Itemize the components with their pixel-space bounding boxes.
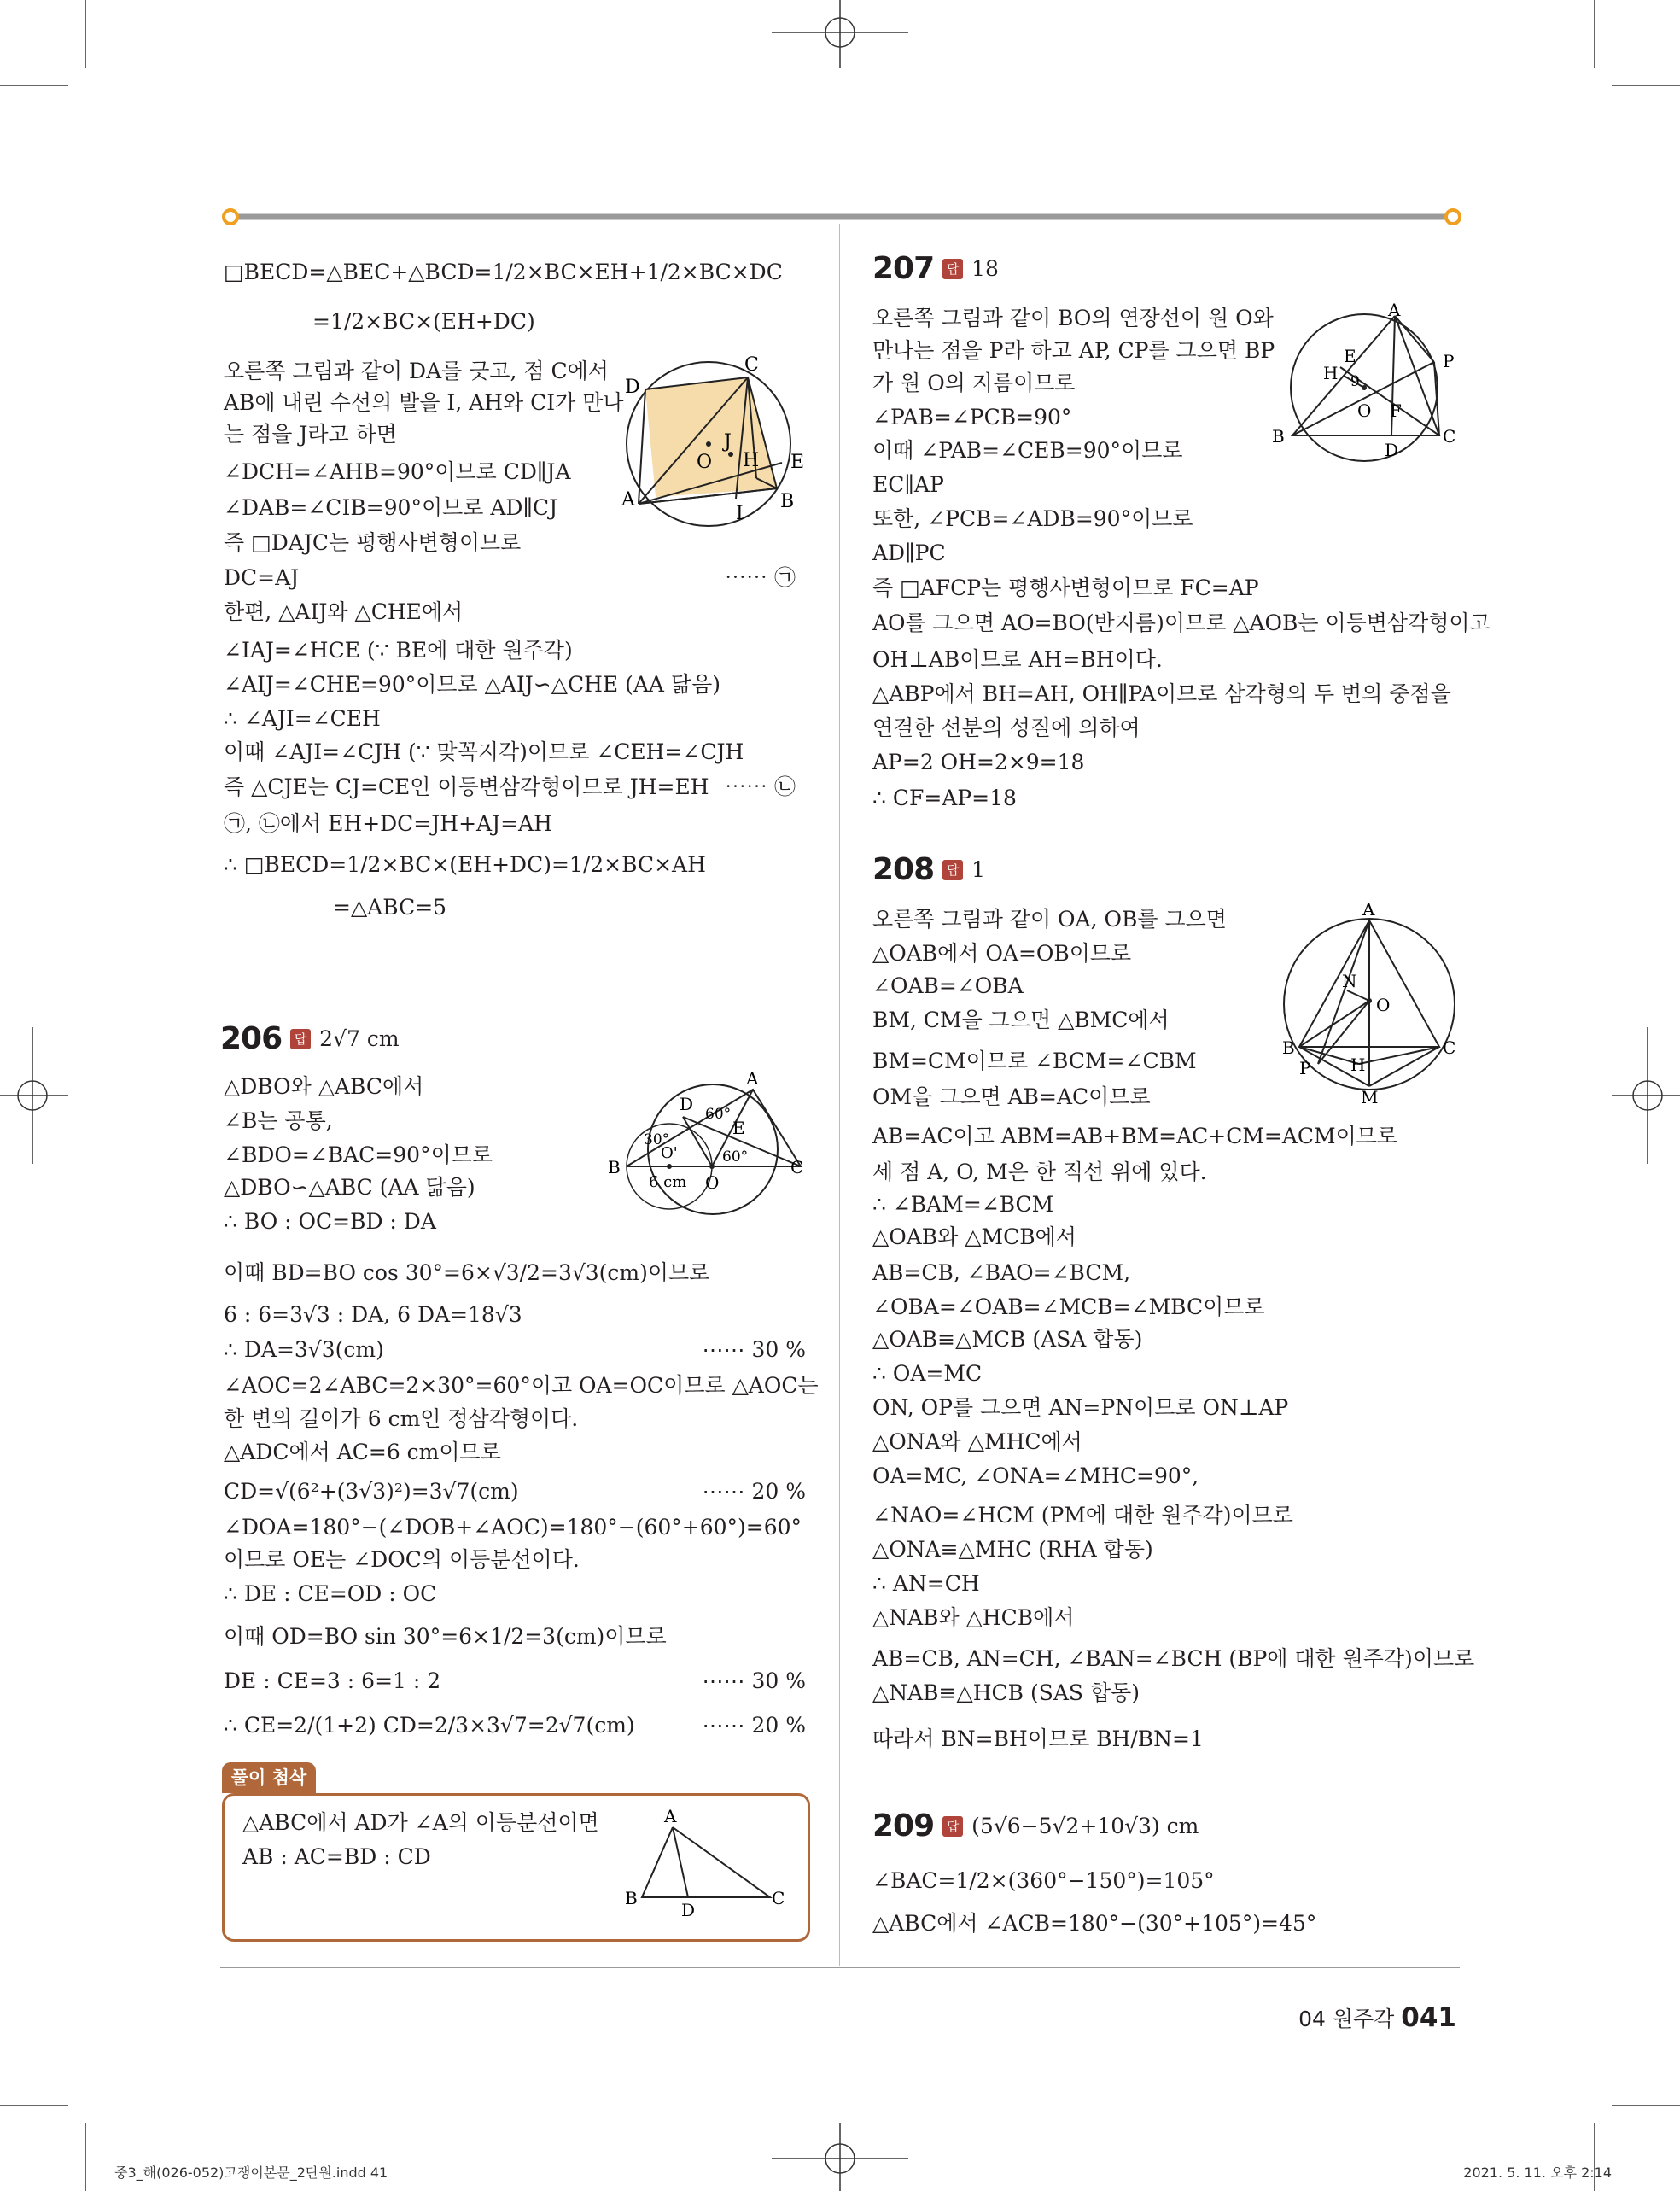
text-line: 이때 ∠PAB=∠CEB=90°이므로: [872, 438, 1183, 463]
line-mark: ⋯⋯ 30 %: [702, 1668, 806, 1693]
text-line: □BECD=△BEC+△BCD=1/2×BC×EH+1/2×BC×DC: [224, 260, 783, 284]
fig-label: C: [1443, 426, 1456, 447]
text-line: ∴ ∠BAM=∠BCM: [872, 1192, 1054, 1217]
fig-label: D: [681, 1900, 696, 1919]
fig-label: E: [1344, 346, 1356, 366]
line-text: ∴ DA=3√3(cm): [224, 1337, 384, 1362]
text-line: OH⊥AB이므로 AH=BH이다.: [872, 647, 1163, 672]
text-line: 6 : 6=3√3 : DA, 6 DA=18√3: [224, 1302, 522, 1327]
top-divider-bar: [220, 207, 1463, 227]
text-line: [224, 1711, 806, 1740]
note-figure: [620, 1808, 790, 1919]
line-text: CD=√(6²+(3√3)²)=3√7(cm): [224, 1479, 519, 1504]
fig-label: C: [1443, 1037, 1456, 1058]
text-line: △ONA와 △MHC에서: [872, 1429, 1082, 1454]
line-text: DE : CE=3 : 6=1 : 2: [224, 1668, 441, 1693]
line-text: 즉 △CJE는 CJ=CE인 이등변삼각형이므로 JH=EH: [224, 774, 709, 799]
fig-label: N: [1342, 971, 1357, 991]
fig-label: 9: [1350, 373, 1360, 390]
problem-number: 207: [872, 251, 935, 286]
text-line: AD∥PC: [872, 540, 946, 565]
text-line: 오른쪽 그림과 같이 OA, OB를 그으면: [872, 907, 1227, 932]
problem-207-header: [872, 251, 999, 286]
text-line: 는 점을 J라고 하면: [224, 422, 397, 447]
fig-label: 60°: [705, 1106, 732, 1123]
text-line: [224, 1477, 806, 1506]
fig-label: C: [744, 354, 759, 376]
text-line: △NAB와 △HCB에서: [872, 1605, 1075, 1630]
text-line: 즉 □AFCP는 평행사변형이므로 FC=AP: [872, 576, 1259, 600]
fig-label: O': [661, 1144, 678, 1162]
text-line: ∠BDO=∠BAC=90°이므로: [224, 1142, 493, 1167]
answer-value: (5√6−5√2+10√3) cm: [971, 1814, 1199, 1838]
fig-label: A: [621, 489, 635, 511]
fig-label: 30°: [644, 1131, 670, 1148]
line-mark: ⋯⋯ ㉡: [725, 774, 796, 799]
fig-label: A: [1362, 902, 1375, 920]
problem-209-header: [872, 1808, 1199, 1843]
text-line: ∴ AN=CH: [872, 1571, 980, 1596]
text-line: 오른쪽 그림과 같이 DA를 긋고, 점 C에서: [224, 359, 609, 383]
text-line: ∠AIJ=∠CHE=90°이므로 △AIJ∽△CHE (AA 닮음): [224, 672, 720, 697]
line-text: DC=AJ: [224, 565, 300, 590]
line-text: ∴ CE=2/(1+2) CD=2/3×3√7=2√7(cm): [224, 1713, 635, 1738]
text-line: 따라서 BN=BH이므로 BH/BN=1: [872, 1727, 1204, 1751]
text-line: 즉 □DAJC는 평행사변형이므로: [224, 530, 522, 555]
text-line: BM, CM을 그으면 △BMC에서: [872, 1008, 1170, 1032]
bottom-rule: [220, 1967, 1460, 1968]
fig-label: M: [1361, 1087, 1379, 1107]
text-line: ON, OP를 그으면 AN=PN이므로 ON⊥AP: [872, 1395, 1289, 1420]
page-number: 041: [1401, 2002, 1456, 2033]
answer-value: 2√7 cm: [319, 1026, 400, 1051]
text-line: △ABC에서 ∠ACB=180°−(30°+105°)=45°: [872, 1911, 1317, 1936]
text-line: 이때 ∠AJI=∠CJH (∵ 맞꼭지각)이므로 ∠CEH=∠CJH: [224, 739, 744, 764]
fig-label: B: [1282, 1037, 1295, 1058]
text-line: EC∥AP: [872, 472, 944, 497]
fig-label: F: [1390, 400, 1402, 421]
text-line: [224, 1335, 806, 1364]
text-line: △ONA≡△MHC (RHA 합동): [872, 1537, 1153, 1562]
text-line: 이므로 OE는 ∠DOC의 이등분선이다.: [224, 1547, 580, 1572]
fig-label: O: [705, 1172, 720, 1193]
text-line: AP=2 OH=2×9=18: [872, 750, 1085, 774]
text-line: AO를 그으면 AO=BO(반지름)이므로 △AOB는 이등변삼각형이고: [872, 611, 1490, 635]
text-line: 가 원 O의 지름이므로: [872, 371, 1076, 395]
note-line: AB : AC=BD : CD: [242, 1844, 431, 1869]
fig-label: I: [736, 503, 744, 524]
text-line: [224, 1667, 806, 1696]
text-line: △DBO와 △ABC에서: [224, 1074, 424, 1099]
text-line: ㉠, ㉡에서 EH+DC=JH+AJ=AH: [224, 811, 552, 836]
date-slug: 2021. 5. 11. 오후 2:14: [1463, 2165, 1612, 2181]
text-line: △ABP에서 BH=AH, OH∥PA이므로 삼각형의 두 변의 중점을: [872, 681, 1451, 706]
text-line: △OAB와 △MCB에서: [872, 1224, 1076, 1249]
problem-number: 209: [872, 1808, 935, 1843]
text-line: △NAB≡△HCB (SAS 합동): [872, 1680, 1140, 1705]
text-line: =△ABC=5: [333, 895, 447, 920]
fig-label: C: [772, 1888, 785, 1908]
text-line: ∴ □BECD=1/2×BC×(EH+DC)=1/2×BC×AH: [224, 852, 706, 877]
note-tab: 풀이 첨삭: [222, 1762, 316, 1793]
figure-207: [1272, 301, 1468, 463]
fig-label: 60°: [722, 1148, 749, 1166]
answer-badge: 답: [942, 860, 963, 880]
fig-label: A: [664, 1808, 677, 1826]
text-line: 만나는 점을 P라 하고 AP, CP를 그으면 BP: [872, 338, 1275, 363]
answer-value: 18: [971, 256, 999, 281]
text-line: 이때 BD=BO cos 30°=6×√3/2=3√3(cm)이므로: [224, 1260, 710, 1285]
file-slug: 중3_해(026-052)고쟁이본문_2단원.indd 41: [114, 2165, 388, 2181]
line-mark: ⋯⋯ 30 %: [702, 1337, 806, 1362]
problem-208-header: [872, 852, 985, 887]
fig-label: 6 cm: [649, 1173, 687, 1191]
fig-label: E: [790, 452, 805, 473]
fig-label: H: [1323, 363, 1339, 383]
fig-label: D: [1385, 440, 1399, 460]
fig-label: O: [1357, 400, 1372, 421]
text-line: 오른쪽 그림과 같이 BO의 연장선이 원 O와: [872, 306, 1274, 330]
answer-value: 1: [971, 857, 986, 882]
text-line: ∠OAB=∠OBA: [872, 973, 1024, 998]
text-line: ∠PAB=∠PCB=90°: [872, 405, 1072, 429]
text-line: △OAB에서 OA=OB이므로: [872, 941, 1132, 966]
fig-label: J: [724, 431, 732, 453]
text-line: [224, 773, 796, 802]
answer-badge: 답: [942, 1816, 963, 1837]
text-line: △OAB≡△MCB (ASA 합동): [872, 1327, 1143, 1352]
text-line: ∴ BO : OC=BD : DA: [224, 1209, 436, 1234]
fig-label: H: [1350, 1055, 1366, 1075]
text-line: ∠DCH=∠AHB=90°이므로 CD∥JA: [224, 459, 571, 484]
text-line: ∠BAC=1/2×(360°−150°)=105°: [872, 1868, 1215, 1893]
text-line: 한편, △AIJ와 △CHE에서: [224, 599, 464, 624]
fig-label: B: [625, 1888, 638, 1908]
text-line: 이때 OD=BO sin 30°=6×1/2=3(cm)이므로: [224, 1624, 667, 1649]
line-mark: ⋯⋯ 20 %: [702, 1479, 806, 1504]
line-mark: ⋯⋯ ㉠: [725, 565, 796, 590]
column-divider: [839, 224, 840, 1966]
fig-label: D: [680, 1094, 694, 1114]
fig-label: P: [1443, 351, 1455, 371]
text-line: 연결한 선분의 성질에 의하여: [872, 716, 1140, 740]
fig-label: H: [743, 450, 760, 471]
fig-label: D: [625, 377, 640, 398]
page-footer: [1298, 2002, 1456, 2033]
text-line: ∴ CF=AP=18: [872, 786, 1017, 810]
text-line: OA=MC, ∠ONA=∠MHC=90°,: [872, 1464, 1199, 1488]
text-line: 또한, ∠PCB=∠ADB=90°이므로: [872, 506, 1193, 531]
text-line: ∴ ∠AJI=∠CEH: [224, 706, 381, 731]
text-line: AB=CB, ∠BAO=∠BCM,: [872, 1260, 1131, 1285]
text-line: AB=AC이고 ABM=AB+BM=AC+CM=ACM이므로: [872, 1124, 1398, 1148]
text-line: AB에 내린 수선의 발을 I, AH와 CI가 만나: [224, 390, 624, 415]
text-line: △DBO∽△ABC (AA 닮음): [224, 1175, 475, 1200]
text-line: [224, 564, 796, 593]
fig-label: A: [1388, 301, 1401, 320]
note-line: △ABC에서 AD가 ∠A의 이등분선이면: [242, 1810, 599, 1835]
fig-label: O: [697, 452, 713, 473]
text-line: ∠B는 공통,: [224, 1108, 333, 1133]
text-line: 세 점 A, O, M은 한 직선 위에 있다.: [872, 1160, 1207, 1184]
text-line: BM=CM이므로 ∠BCM=∠CBM: [872, 1049, 1197, 1073]
figure-205: [620, 352, 816, 531]
fig-label: A: [746, 1072, 759, 1089]
text-line: ∴ OA=MC: [872, 1361, 983, 1386]
fig-label: C: [790, 1157, 804, 1177]
fig-label: O: [1376, 995, 1391, 1015]
problem-number: 206: [220, 1021, 283, 1056]
text-line: ∠DOA=180°−(∠DOB+∠AOC)=180°−(60°+60°)=60°: [224, 1515, 802, 1540]
figure-208: [1274, 902, 1470, 1107]
text-line: 한 변의 길이가 6 cm인 정삼각형이다.: [224, 1406, 579, 1431]
text-line: OM을 그으면 AB=AC이므로: [872, 1084, 1151, 1109]
chapter-title: 04 원주각: [1298, 2007, 1395, 2031]
text-line: =1/2×BC×(EH+DC): [312, 309, 535, 334]
fig-label: E: [732, 1118, 745, 1138]
text-line: ∠NAO=∠HCM (PM에 대한 원주각)이므로: [872, 1503, 1293, 1528]
text-line: ∠DAB=∠CIB=90°이므로 AD∥CJ: [224, 495, 558, 520]
text-line: △ADC에서 AC=6 cm이므로: [224, 1440, 501, 1464]
problem-206-header: [220, 1021, 400, 1056]
text-line: AB=CB, AN=CH, ∠BAN=∠BCH (BP에 대한 원주각)이므로: [872, 1646, 1475, 1671]
problem-number: 208: [872, 852, 935, 887]
line-mark: ⋯⋯ 20 %: [702, 1713, 806, 1738]
fig-label: B: [780, 491, 795, 512]
text-line: ∠IAJ=∠HCE (∵ BE에 대한 원주각): [224, 638, 573, 663]
text-line: ∴ DE : CE=OD : OC: [224, 1581, 437, 1606]
figure-206: [606, 1072, 820, 1226]
text-line: ∠AOC=2∠ABC=2×30°=60°이고 OA=OC이므로 △AOC는: [224, 1373, 819, 1398]
answer-badge: 답: [290, 1029, 311, 1049]
answer-badge: 답: [942, 259, 963, 279]
text-line: ∠OBA=∠OAB=∠MCB=∠MBC이므로: [872, 1294, 1265, 1319]
fig-label: P: [1299, 1058, 1311, 1078]
fig-label: B: [608, 1157, 621, 1177]
fig-label: B: [1272, 426, 1285, 447]
